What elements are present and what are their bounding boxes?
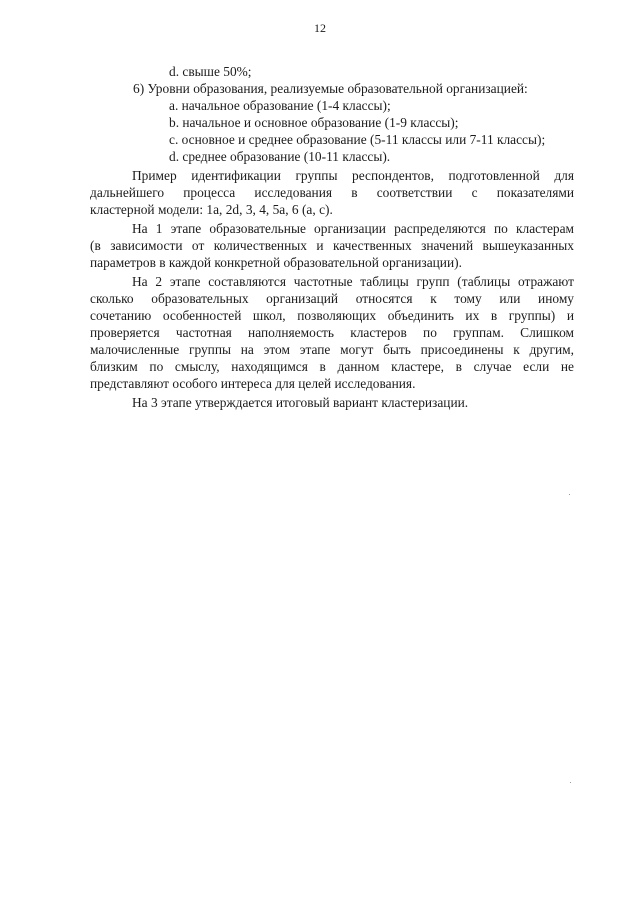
example-paragraph-line-2: дальнейшего процесса исследования в соответствии с показателями [90, 185, 574, 200]
stage2-paragraph-line-6: близким по смыслу, находящимся в данном кластере, в случае если не [90, 359, 574, 374]
example-paragraph-line-3: кластерной модели: 1a, 2d, 3, 4, 5a, 6 (a, c). [90, 202, 333, 217]
stage2-paragraph-line-5: малочисленные группы на этом этапе могут быть присоединены к другим, [90, 342, 574, 357]
stage2-paragraph-line-2: сколько образовательных организаций относятся к тому или иному [90, 291, 574, 306]
level-item-a: a. начальное образование (1-4 классы); [169, 98, 391, 113]
stage2-paragraph-line-1: На 2 этапе составляются частотные таблицы групп (таблицы отражают [132, 274, 574, 289]
stage2-paragraph-line-7: представляют особого интереса для целей исследования. [90, 376, 416, 391]
stage1-paragraph-line-2: (в зависимости от количественных и качественных значений вышеуказанных [90, 238, 574, 253]
page-number: 12 [314, 21, 326, 35]
level-item-d: d. среднее образование (10-11 классы). [169, 149, 391, 164]
stage2-paragraph-line-4: проверяется частотная наполняемость кластеров по группам. Слишком [90, 325, 574, 340]
stage2-paragraph-line-3: сочетанию особенностей школ, позволяющих объединить их в группы) и [90, 308, 574, 323]
stage3-paragraph: На 3 этапе утверждается итоговый вариант кластеризации. [132, 395, 469, 410]
stage1-paragraph-line-1: На 1 этапе образовательные организации распределяются по кластерам [132, 221, 574, 236]
scan-speck [570, 782, 571, 783]
level-item-b: b. начальное и основное образование (1-9 классы); [169, 115, 459, 130]
list-item-above-50: d. свыше 50%; [169, 64, 252, 79]
level-item-c: c. основное и среднее образование (5-11 классы или 7-11 классы); [169, 132, 546, 147]
item-6-heading: 6) Уровни образования, реализуемые образовательной организацией: [133, 81, 528, 96]
stage1-paragraph-line-3: параметров в каждой конкретной образовательной организации). [90, 255, 462, 270]
example-paragraph-line-1: Пример идентификации группы респондентов, подготовленной для [132, 168, 574, 183]
scan-speck [569, 494, 570, 495]
